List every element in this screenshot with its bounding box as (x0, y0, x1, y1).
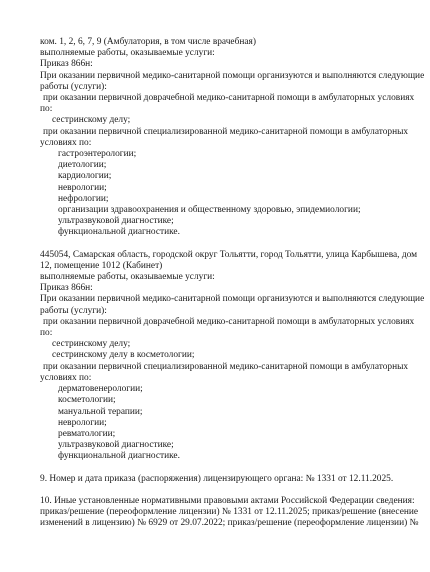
service-item: ультразвуковой диагностике; (58, 216, 174, 227)
service-item: мануальной терапии; (58, 406, 143, 417)
service-item: функциональной диагностике. (58, 227, 180, 238)
location-title: ком. 1, 2, 6, 7, 9 (Амбулатория, в том числе врачебная) (40, 37, 256, 47)
document-page (40, 37, 425, 529)
service-item: функциональной диагностике. (58, 451, 180, 462)
service-item: неврологии; (58, 182, 107, 193)
section-10-line: приказ/решение (переоформление лицензии) № 1331 от 12.11.2025; приказ/решение (внесение (40, 506, 419, 517)
service-item: сестринскому делу в косметологии; (52, 350, 195, 361)
works-label: выполняемые работы, оказываемые услуги: (40, 272, 215, 283)
license-block-2 (40, 249, 425, 463)
intro-line: работы (услуги): (40, 305, 107, 316)
specialized-care-heading: при оказании первичной специализированной медико-санитарной помощи в амбулаторных (43, 126, 409, 137)
service-item: ревматологии; (58, 428, 116, 439)
section-10-line: 10. Иные установленные нормативными правовыми актами Российской Федерации сведения: (40, 495, 415, 506)
license-block-1 (40, 37, 425, 239)
section-9: 9. Номер и дата приказа (распоряжения) лицензирующего органа: № 1331 от 12.11.2025. (40, 473, 394, 484)
section-10-line: изменений в лицензию) № 6929 от 29.07.2022; приказ/решение (переоформление лицензии) № (40, 518, 419, 529)
service-item: гастроэнтерологии; (58, 149, 137, 160)
section-10 (40, 495, 419, 530)
paragraph-gap (40, 463, 412, 474)
service-item: косметологии; (58, 395, 116, 406)
service-item: неврологии; (58, 417, 107, 428)
paragraph-gap (40, 239, 412, 250)
address-line: 445054, Самарская область, городской округ Тольятти, город Тольятти, улица Карбышева, дом (40, 249, 418, 260)
service-item: ультразвуковой диагностике; (58, 440, 174, 451)
paragraph-gap (40, 485, 412, 496)
service-item: сестринскому делу; (52, 339, 131, 350)
service-item: диетологии; (58, 160, 107, 171)
intro-line: При оказании первичной медико-санитарной помощи организуются и выполняются следующие (40, 70, 425, 81)
service-item: сестринскому делу; (52, 115, 131, 126)
pre-doctor-care-heading: по: (40, 328, 53, 339)
specialized-care-heading: условиях по: (40, 372, 92, 383)
service-item: организации здравоохранения и общественному здоровью, эпидемиологии; (58, 205, 361, 216)
service-item: дерматовенерологии; (58, 384, 143, 395)
pre-doctor-care-heading: по: (40, 104, 53, 115)
specialized-care-heading: при оказании первичной специализированной медико-санитарной помощи в амбулаторных (43, 361, 409, 372)
address-line: 12, помещение 1012 (Кабинет) (40, 260, 163, 271)
specialized-care-heading: условиях по: (40, 137, 92, 148)
order-label: Приказ 866н: (40, 283, 93, 294)
pre-doctor-care-heading: при оказании первичной доврачебной медико-санитарной помощи в амбулаторных условиях (43, 316, 415, 327)
service-item: нефрологии; (58, 193, 109, 204)
service-item: кардиологии; (58, 171, 112, 182)
intro-line: При оказании первичной медико-санитарной помощи организуются и выполняются следующие (40, 294, 425, 305)
pre-doctor-care-heading: при оказании первичной доврачебной медико-санитарной помощи в амбулаторных условиях (43, 93, 415, 104)
order-label: Приказ 866н: (40, 59, 93, 70)
works-label: выполняемые работы, оказываемые услуги: (40, 48, 215, 59)
intro-line: работы (услуги): (40, 81, 107, 92)
